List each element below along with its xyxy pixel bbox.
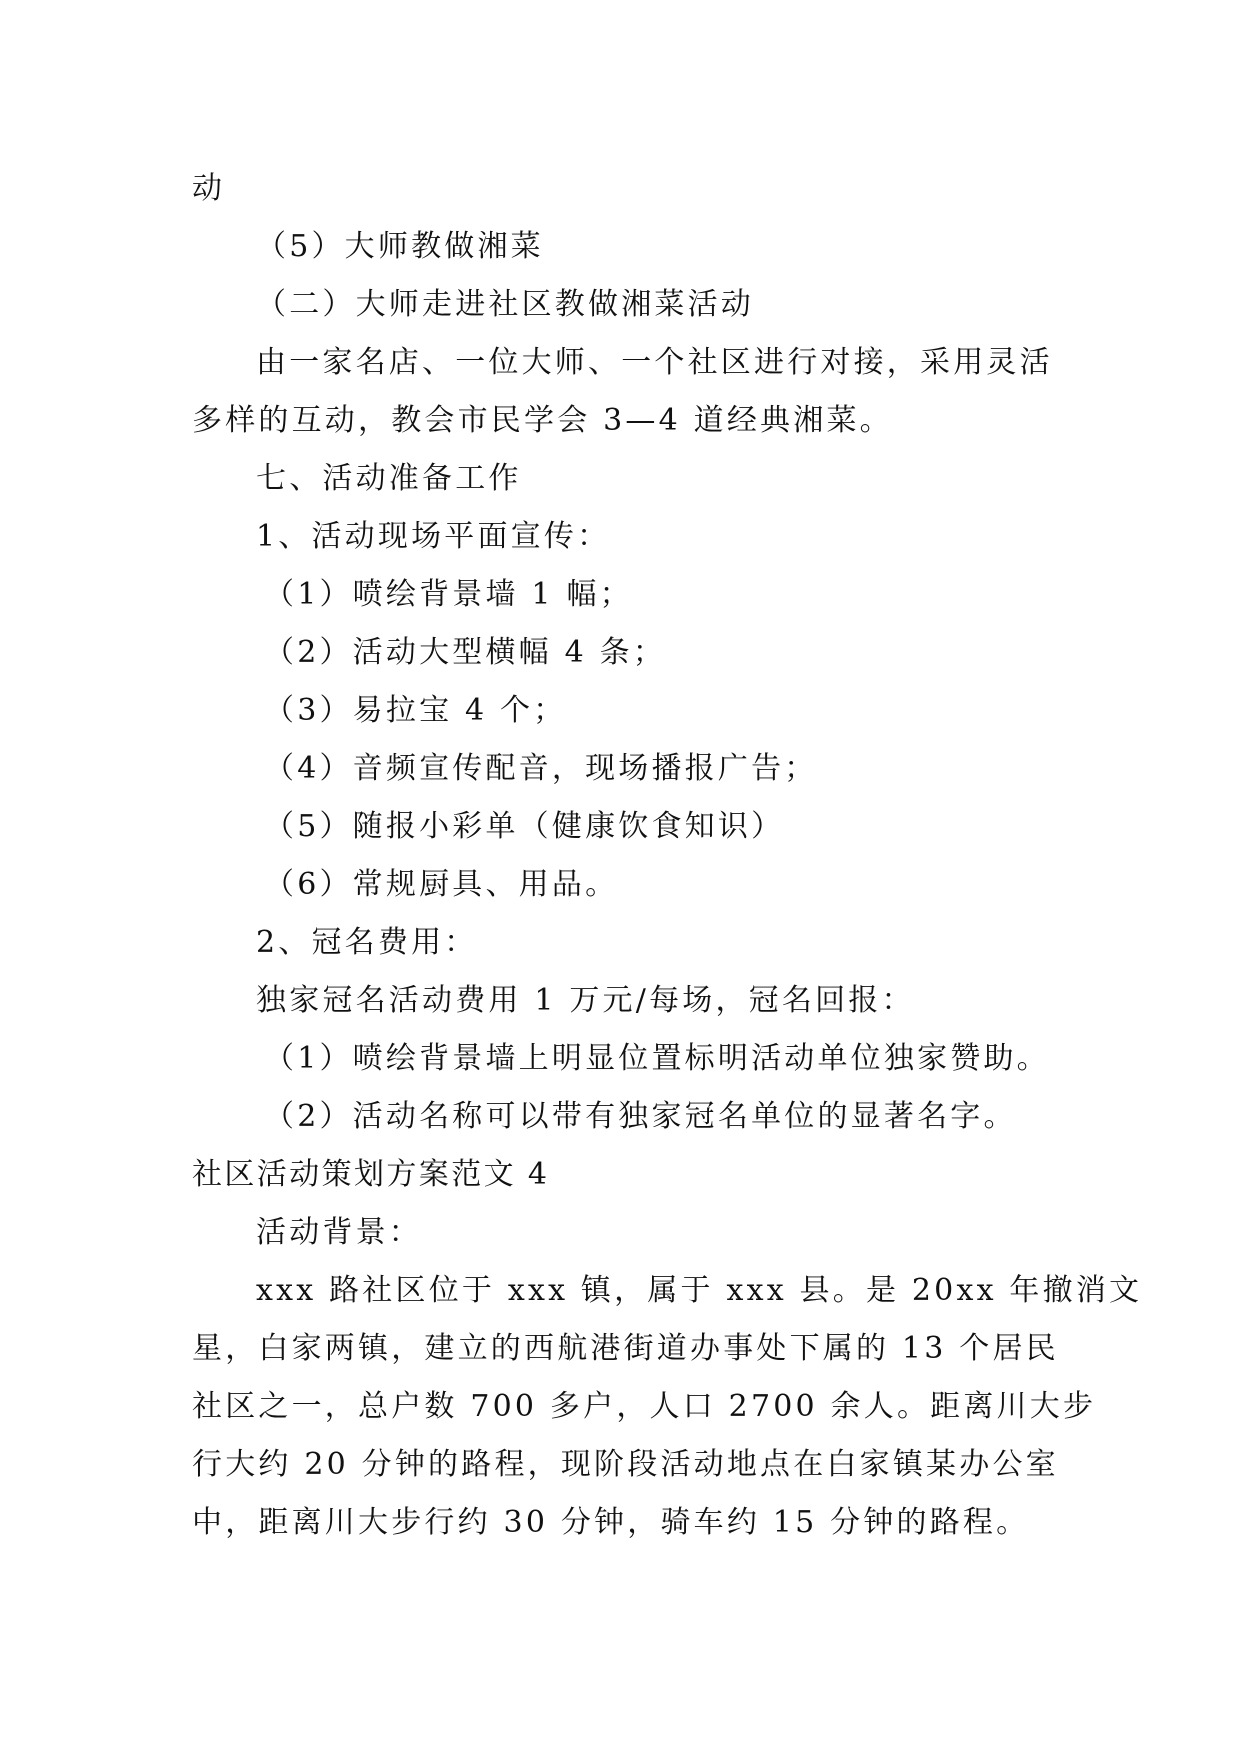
document-title: 社区活动策划方案范文 4 bbox=[192, 1157, 550, 1192]
background-paragraph-line: 行大约 20 分钟的路程，现阶段活动地点在白家镇某办公室 bbox=[192, 1447, 1059, 1482]
item-master-teaching: （5）大师教做湘菜 bbox=[256, 229, 544, 264]
list-item: （5）随报小彩单（健康饮食知识） bbox=[264, 809, 785, 844]
subsection-naming-fee: 2、冠名费用： bbox=[256, 925, 478, 960]
background-paragraph-line: xxx 路社区位于 xxx 镇，属于 xxx 县。是 20xx 年撤消文 bbox=[256, 1273, 1143, 1308]
paragraph-line: 多样的互动，教会市民学会 3—4 道经典湘菜。 bbox=[192, 403, 893, 438]
section-community-teaching: （二）大师走进社区教做湘菜活动 bbox=[256, 287, 754, 322]
background-paragraph-line: 社区之一，总户数 700 多户，人口 2700 余人。距离川大步 bbox=[192, 1389, 1097, 1424]
list-item: （1）喷绘背景墙上明显位置标明活动单位独家赞助。 bbox=[264, 1041, 1050, 1076]
list-item: （6）常规厨具、用品。 bbox=[264, 867, 619, 902]
list-item: （1）喷绘背景墙 1 幅； bbox=[264, 577, 633, 612]
background-paragraph-line: 中，距离川大步行约 30 分钟，骑车约 15 分钟的路程。 bbox=[192, 1505, 1030, 1540]
section-preparation-heading: 七、活动准备工作 bbox=[256, 461, 522, 496]
paragraph-line: 独家冠名活动费用 1 万元/每场，冠名回报： bbox=[256, 983, 915, 1018]
list-item: （2）活动名称可以带有独家冠名单位的显著名字。 bbox=[264, 1099, 1017, 1134]
list-item: （3）易拉宝 4 个； bbox=[264, 693, 567, 728]
background-paragraph-line: 星，白家两镇，建立的西航港街道办事处下属的 13 个居民 bbox=[192, 1331, 1059, 1366]
list-item: （4）音频宣传配音，现场播报广告； bbox=[264, 751, 818, 786]
document-body bbox=[192, 160, 1143, 1552]
list-item: （2）活动大型横幅 4 条； bbox=[264, 635, 667, 670]
paragraph-line: 由一家名店、一位大师、一个社区进行对接，采用灵活 bbox=[256, 345, 1053, 380]
background-heading: 活动背景： bbox=[256, 1215, 422, 1250]
subsection-print-promotion: 1、活动现场平面宣传： bbox=[256, 519, 611, 554]
continued-text-line: 动 bbox=[192, 171, 226, 206]
